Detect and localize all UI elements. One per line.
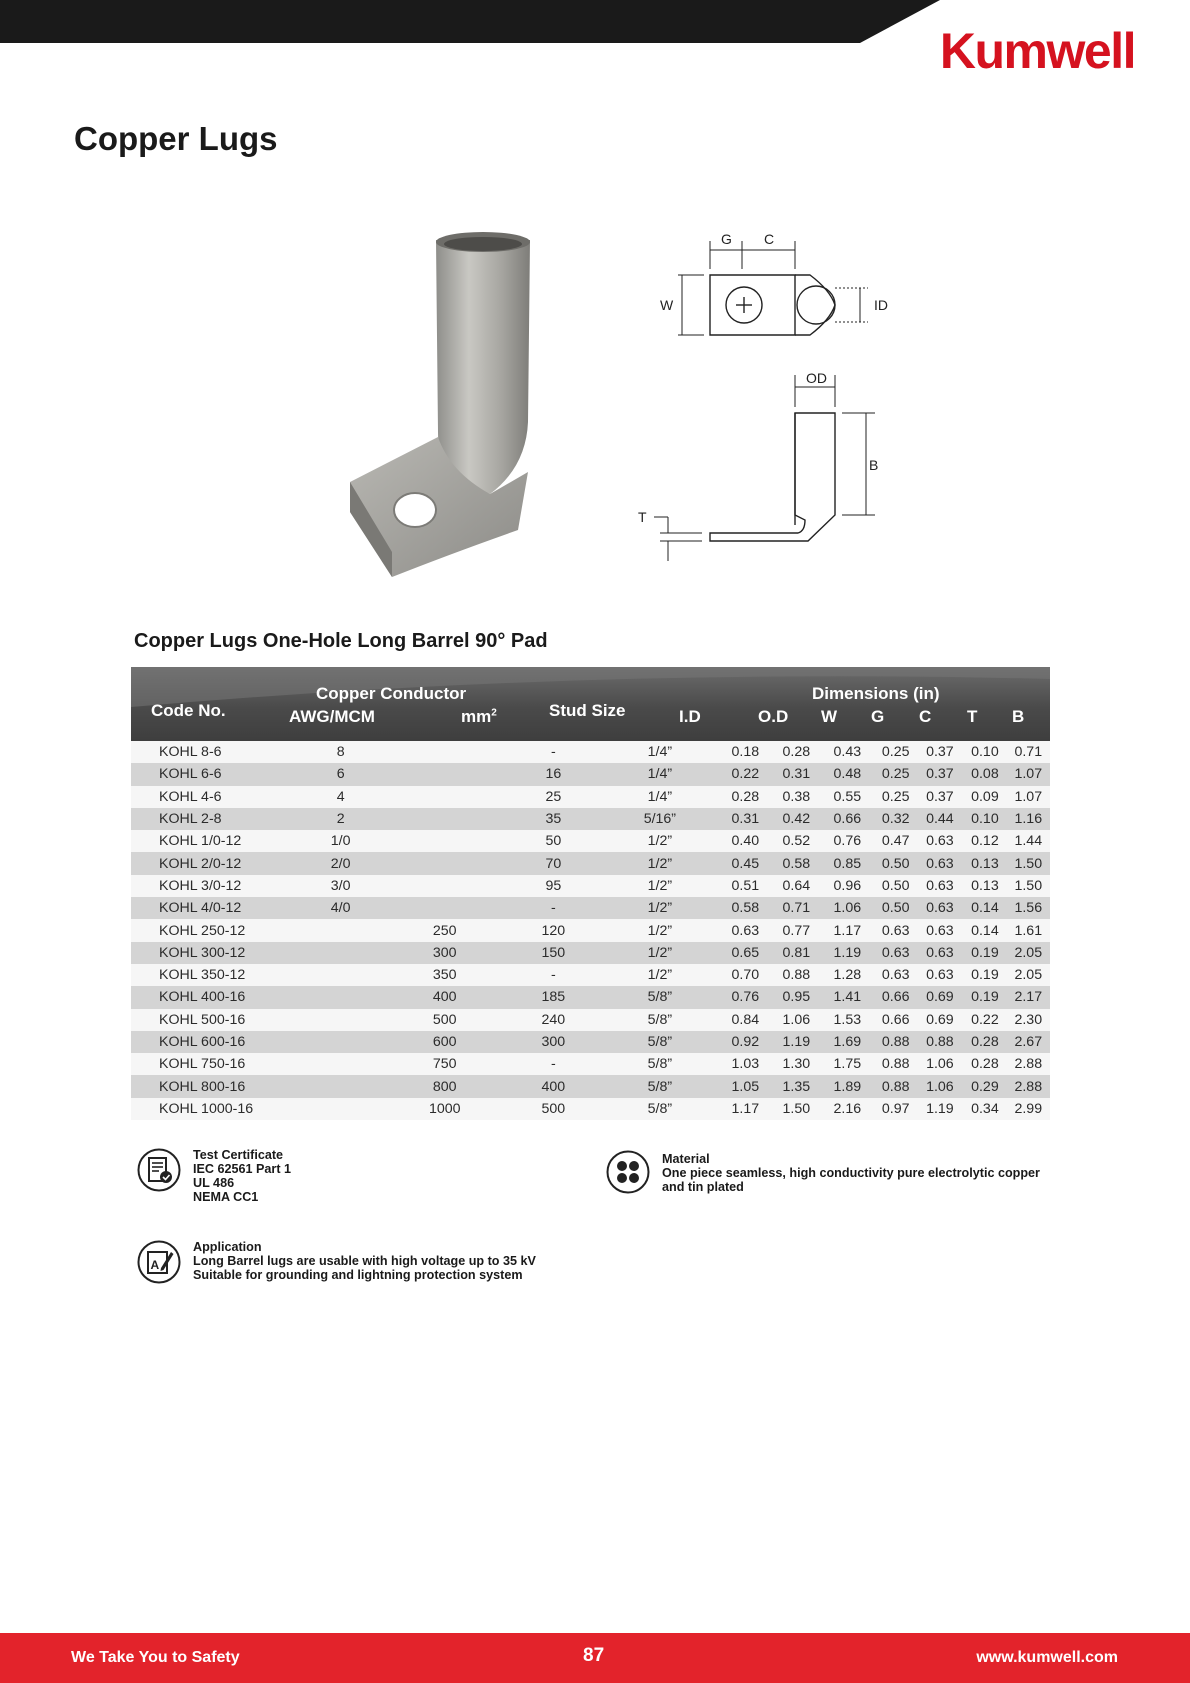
cell-mcm	[385, 808, 505, 830]
cell-code: KOHL 4/0-12	[159, 900, 242, 917]
cell-g: 0.97	[881, 1100, 910, 1117]
cell-c: 1.06	[926, 1078, 954, 1095]
material-title: Material	[662, 1152, 710, 1166]
cell-c: 0.63	[926, 877, 954, 894]
cell-t: 0.28	[971, 1056, 999, 1073]
certificate-line-1: IEC 62561 Part 1	[193, 1162, 292, 1176]
cell-mcm	[385, 741, 505, 763]
cell-code: KOHL 4-6	[159, 788, 222, 805]
product-photo	[330, 232, 560, 582]
cell-t: 0.12	[971, 833, 999, 850]
cell-mm2: -	[550, 744, 556, 761]
cell-mcm: 300	[432, 944, 457, 961]
cell-stud-size: 5/8”	[647, 989, 673, 1006]
certificate-line-2: UL 486	[193, 1176, 235, 1190]
application-line-2: Suitable for grounding and lightning protection system	[193, 1268, 523, 1282]
cell-awg	[297, 1009, 385, 1031]
cell-g: 0.50	[881, 877, 910, 894]
cell-b: 2.30	[1014, 1011, 1043, 1028]
label-t: T	[638, 509, 647, 525]
table-row	[131, 741, 1050, 763]
label-g: G	[721, 231, 732, 247]
cell-c: 1.06	[926, 1056, 954, 1073]
cell-b: 2.88	[1014, 1078, 1043, 1095]
cell-c: 0.63	[926, 833, 954, 850]
cell-b: 2.05	[1014, 967, 1043, 984]
cell-stud-size: 5/8”	[647, 1078, 673, 1095]
cell-mm2: 185	[541, 989, 566, 1006]
cell-mcm	[385, 763, 505, 785]
application-title: Application	[193, 1240, 262, 1254]
cell-od: 0.38	[782, 788, 811, 805]
label-id: ID	[874, 297, 888, 313]
cell-od: 1.06	[782, 1011, 811, 1028]
cell-w: 2.16	[833, 1100, 862, 1117]
cell-t: 0.14	[971, 922, 999, 939]
cell-mcm: 350	[432, 967, 457, 984]
cell-awg	[297, 1053, 385, 1075]
cell-w: 1.75	[833, 1056, 862, 1073]
cell-id: 1.03	[731, 1056, 760, 1073]
spec-table	[131, 667, 1050, 1120]
cell-id: 1.17	[731, 1100, 760, 1117]
cell-mcm	[385, 852, 505, 874]
cell-stud-size: 5/8”	[647, 1011, 673, 1028]
cell-id: 0.22	[731, 766, 760, 783]
cell-stud-size: 5/8”	[647, 1100, 673, 1117]
cell-c: 0.37	[926, 766, 954, 783]
cell-g: 0.50	[881, 900, 910, 917]
cell-id: 0.84	[731, 1011, 760, 1028]
table-row	[131, 1031, 1050, 1053]
cell-w: 0.43	[833, 744, 862, 761]
cell-c: 0.63	[926, 944, 954, 961]
cell-od: 0.31	[782, 766, 811, 783]
cell-t: 0.09	[971, 788, 999, 805]
cell-w: 1.19	[833, 944, 862, 961]
cell-od: 0.28	[782, 744, 811, 761]
label-od: OD	[806, 370, 827, 386]
cell-code: KOHL 250-12	[159, 922, 246, 939]
cell-g: 0.66	[881, 1011, 910, 1028]
cell-w: 1.17	[833, 922, 862, 939]
cell-awg: 2	[336, 811, 345, 828]
cell-awg: 8	[336, 744, 345, 761]
cell-mm2: 120	[541, 922, 566, 939]
cell-t: 0.13	[971, 877, 999, 894]
cell-w: 0.85	[833, 855, 862, 872]
header-col-id: I.D	[679, 707, 701, 726]
table-row	[131, 897, 1050, 919]
cell-mcm: 400	[432, 989, 457, 1006]
cell-mm2: 16	[545, 766, 562, 783]
cell-id: 0.63	[731, 922, 760, 939]
cell-awg	[297, 1098, 385, 1120]
cell-stud-size: 1/4”	[647, 788, 673, 805]
table-row	[131, 986, 1050, 1008]
cell-od: 1.50	[782, 1100, 811, 1117]
cell-b: 2.17	[1014, 989, 1043, 1006]
cell-w: 1.69	[833, 1034, 862, 1050]
cell-b: 2.99	[1014, 1100, 1043, 1117]
cell-id: 0.76	[731, 989, 760, 1006]
table-row	[131, 786, 1050, 808]
cell-b: 1.50	[1014, 877, 1043, 894]
cell-mm2: 240	[541, 1011, 566, 1028]
cell-id: 0.92	[731, 1034, 760, 1050]
cell-awg: 4/0	[330, 900, 351, 917]
cell-g: 0.32	[881, 811, 910, 828]
cell-stud-size: 1/4”	[647, 744, 673, 761]
cell-t: 0.19	[971, 989, 999, 1006]
footer-url[interactable]: www.kumwell.com	[976, 1649, 1118, 1666]
table-row	[131, 852, 1050, 874]
cell-id: 0.18	[731, 744, 760, 761]
cell-awg	[297, 919, 385, 941]
cell-stud-size: 5/8”	[647, 1056, 673, 1073]
cell-od: 0.77	[782, 922, 811, 939]
cell-w: 0.96	[833, 877, 862, 894]
cell-t: 0.10	[971, 744, 999, 761]
cell-id: 0.45	[731, 855, 760, 872]
cell-mcm: 750	[432, 1056, 457, 1073]
cell-w: 1.89	[833, 1078, 862, 1095]
cell-g: 0.25	[881, 788, 910, 805]
cell-b: 1.07	[1014, 788, 1043, 805]
cell-t: 0.28	[971, 1034, 999, 1050]
table-row	[131, 875, 1050, 897]
page-title: Copper Lugs	[74, 120, 278, 157]
cell-code: KOHL 500-16	[159, 1011, 246, 1028]
cell-od: 1.30	[782, 1056, 811, 1073]
cell-id: 1.05	[731, 1078, 760, 1095]
cell-stud-size: 1/2”	[647, 877, 673, 894]
header-code: Code No.	[151, 701, 226, 720]
table-row	[131, 919, 1050, 941]
cell-code: KOHL 750-16	[159, 1056, 246, 1073]
cell-b: 1.56	[1014, 900, 1043, 917]
cell-code: KOHL 400-16	[159, 989, 246, 1006]
cell-mcm: 500	[432, 1011, 457, 1028]
cell-stud-size: 1/2”	[647, 922, 673, 939]
cell-id: 0.51	[731, 877, 760, 894]
svg-text:A: A	[150, 1258, 160, 1272]
footer	[0, 1633, 1190, 1683]
cell-t: 0.19	[971, 944, 999, 961]
table-row	[131, 830, 1050, 852]
table-title: Copper Lugs One-Hole Long Barrel 90° Pad	[134, 630, 548, 652]
cell-mm2: 35	[545, 811, 562, 828]
cell-g: 0.63	[881, 922, 910, 939]
cell-awg: 2/0	[330, 855, 351, 872]
cell-b: 1.61	[1014, 922, 1043, 939]
table-row	[131, 1053, 1050, 1075]
application-line-1: Long Barrel lugs are usable with high voltage up to 35 kV	[193, 1254, 536, 1268]
cell-t: 0.22	[971, 1011, 999, 1028]
header-mm	[461, 707, 497, 727]
cell-awg	[297, 1075, 385, 1097]
label-w: W	[660, 297, 674, 313]
table-row	[131, 1098, 1050, 1120]
cell-w: 1.53	[833, 1011, 862, 1028]
cell-t: 0.34	[971, 1100, 999, 1117]
cell-b: 1.44	[1014, 833, 1043, 850]
material-line-2: and tin plated	[662, 1180, 744, 1194]
page-number: 87	[583, 1645, 605, 1666]
cell-od: 0.81	[782, 944, 811, 961]
application-icon	[137, 1240, 181, 1284]
cell-id: 0.40	[731, 833, 760, 850]
table-row	[131, 1075, 1050, 1097]
header-awg: AWG/MCM	[289, 707, 375, 726]
header-col-t: T	[967, 707, 978, 726]
cell-code: KOHL 6-6	[159, 766, 222, 783]
certificate-line-3: NEMA CC1	[193, 1190, 259, 1204]
cell-g: 0.66	[881, 989, 910, 1006]
cell-code: KOHL 8-6	[159, 744, 222, 761]
cell-t: 0.08	[971, 766, 999, 783]
cell-mm2: 50	[545, 833, 562, 850]
cell-c: 0.69	[926, 1011, 954, 1028]
cell-w: 1.41	[833, 989, 862, 1006]
cell-c: 0.63	[926, 855, 954, 872]
cell-b: 0.71	[1014, 744, 1043, 761]
header-dimensions	[812, 684, 940, 704]
cell-w: 0.55	[833, 788, 862, 805]
cell-b: 2.05	[1014, 944, 1043, 961]
cell-mcm: 600	[432, 1034, 457, 1050]
footer-slogan: We Take You to Safety	[71, 1649, 240, 1666]
label-c: C	[764, 231, 775, 247]
cell-t: 0.10	[971, 811, 999, 828]
certificate-title: Test Certificate	[193, 1148, 284, 1162]
cell-t: 0.14	[971, 900, 999, 917]
cell-id: 0.31	[731, 811, 760, 828]
table-row	[131, 808, 1050, 830]
cell-od: 0.88	[782, 967, 811, 984]
cell-mcm	[385, 830, 505, 852]
cell-od: 0.42	[782, 811, 811, 828]
cell-g: 0.88	[881, 1078, 910, 1095]
cell-code: KOHL 2-8	[159, 811, 222, 828]
cell-c: 0.37	[926, 744, 954, 761]
cell-t: 0.29	[971, 1078, 999, 1095]
cell-c: 0.63	[926, 967, 954, 984]
table-row	[131, 942, 1050, 964]
cell-w: 1.06	[833, 900, 862, 917]
cell-stud-size: 5/16”	[643, 811, 677, 828]
table-row	[131, 763, 1050, 785]
cell-g: 0.25	[881, 744, 910, 761]
cell-stud-size: 1/4”	[647, 766, 673, 783]
cell-mm2: 25	[545, 788, 562, 805]
cell-awg: 4	[336, 788, 345, 805]
cell-stud-size: 5/8”	[647, 1034, 673, 1050]
cell-b: 1.50	[1014, 855, 1043, 872]
header-col-od: O.D	[758, 707, 789, 726]
cell-c: 0.88	[926, 1034, 954, 1050]
cell-code: KOHL 350-12	[159, 967, 246, 984]
cell-mm2: -	[550, 900, 556, 917]
cell-mm2: -	[550, 967, 556, 984]
cell-code: KOHL 600-16	[159, 1034, 246, 1050]
cell-mcm	[385, 786, 505, 808]
cell-w: 1.28	[833, 967, 862, 984]
cell-od: 0.64	[782, 877, 811, 894]
cell-mm2: 500	[541, 1100, 566, 1117]
cell-awg: 1/0	[330, 833, 351, 850]
cell-b: 1.07	[1014, 766, 1043, 783]
cell-mm2: -	[550, 1056, 556, 1073]
cell-code: KOHL 1/0-12	[159, 833, 242, 850]
cell-c: 0.63	[926, 900, 954, 917]
cell-c: 0.37	[926, 788, 954, 805]
material-icon	[606, 1150, 650, 1194]
header-col-w: W	[821, 707, 838, 726]
cell-id: 0.65	[731, 944, 760, 961]
cell-mm2: 70	[545, 855, 562, 872]
header-mm-sup: 2	[491, 707, 497, 719]
cell-mm2: 150	[541, 944, 566, 961]
cell-g: 0.63	[881, 944, 910, 961]
cell-awg: 3/0	[330, 877, 351, 894]
cell-code: KOHL 2/0-12	[159, 855, 242, 872]
header-conductor: Copper Conductor	[316, 684, 467, 703]
cell-w: 0.48	[833, 766, 862, 783]
cell-mcm: 1000	[428, 1100, 461, 1117]
cell-awg	[297, 986, 385, 1008]
table-row	[131, 1009, 1050, 1031]
cell-awg: 6	[336, 766, 345, 783]
material-line-1: One piece seamless, high conductivity pure electrolytic copper	[662, 1166, 1040, 1180]
cell-stud-size: 1/2”	[647, 833, 673, 850]
certificate-icon	[137, 1148, 181, 1192]
cell-mm2: 400	[541, 1078, 566, 1095]
cell-c: 0.63	[926, 922, 954, 939]
cell-code: KOHL 300-12	[159, 944, 246, 961]
cell-b: 1.16	[1014, 811, 1043, 828]
cell-t: 0.19	[971, 967, 999, 984]
cell-b: 2.88	[1014, 1056, 1043, 1073]
table-row	[131, 964, 1050, 986]
cell-g: 0.88	[881, 1034, 910, 1050]
header-col-c: C	[919, 707, 932, 726]
cell-g: 0.88	[881, 1056, 910, 1073]
table-header	[131, 667, 1050, 741]
cell-b: 2.67	[1014, 1034, 1043, 1050]
cell-od: 1.19	[782, 1034, 811, 1050]
cell-id: 0.70	[731, 967, 760, 984]
header-stud: Stud Size	[549, 701, 626, 720]
cell-od: 0.95	[782, 989, 811, 1006]
cell-t: 0.13	[971, 855, 999, 872]
cell-od: 0.58	[782, 855, 811, 872]
table-body	[131, 741, 1050, 1120]
cell-code: KOHL 800-16	[159, 1078, 246, 1095]
cell-c: 0.44	[926, 811, 954, 828]
cell-stud-size: 1/2”	[647, 855, 673, 872]
header-dimensions-unit: (in)	[913, 684, 940, 703]
cell-w: 0.66	[833, 811, 862, 828]
cell-stud-size: 1/2”	[647, 967, 673, 984]
header-col-g: G	[871, 707, 885, 726]
cell-mm2: 95	[545, 877, 562, 894]
cell-code: KOHL 1000-16	[159, 1100, 254, 1117]
cell-od: 0.71	[782, 900, 811, 917]
header-mm-text: mm	[461, 707, 492, 726]
cell-code: KOHL 3/0-12	[159, 877, 242, 894]
cell-mcm: 800	[432, 1078, 457, 1095]
cell-c: 1.19	[926, 1100, 954, 1117]
cell-mcm: 250	[432, 922, 457, 939]
label-b: B	[869, 457, 879, 473]
dimension-drawing	[630, 225, 930, 570]
cell-stud-size: 1/2”	[647, 944, 673, 961]
header-dimensions-text: Dimensions	[812, 684, 909, 703]
cell-g: 0.63	[881, 967, 910, 984]
cell-g: 0.25	[881, 766, 910, 783]
cell-awg	[297, 1031, 385, 1053]
cell-od: 1.35	[782, 1078, 811, 1095]
header-col-b: B	[1012, 707, 1025, 726]
cell-stud-size: 1/2”	[647, 900, 673, 917]
brand-logo: Kumwell	[939, 23, 1135, 79]
cell-mm2: 300	[541, 1034, 566, 1050]
cell-mcm	[385, 897, 505, 919]
cell-awg	[297, 942, 385, 964]
cell-id: 0.28	[731, 788, 760, 805]
cell-w: 0.76	[833, 833, 862, 850]
cell-c: 0.69	[926, 989, 954, 1006]
cell-g: 0.50	[881, 855, 910, 872]
cell-id: 0.58	[731, 900, 760, 917]
cell-od: 0.52	[782, 833, 811, 850]
cell-g: 0.47	[881, 833, 910, 850]
cell-awg	[297, 964, 385, 986]
cell-mcm	[385, 875, 505, 897]
